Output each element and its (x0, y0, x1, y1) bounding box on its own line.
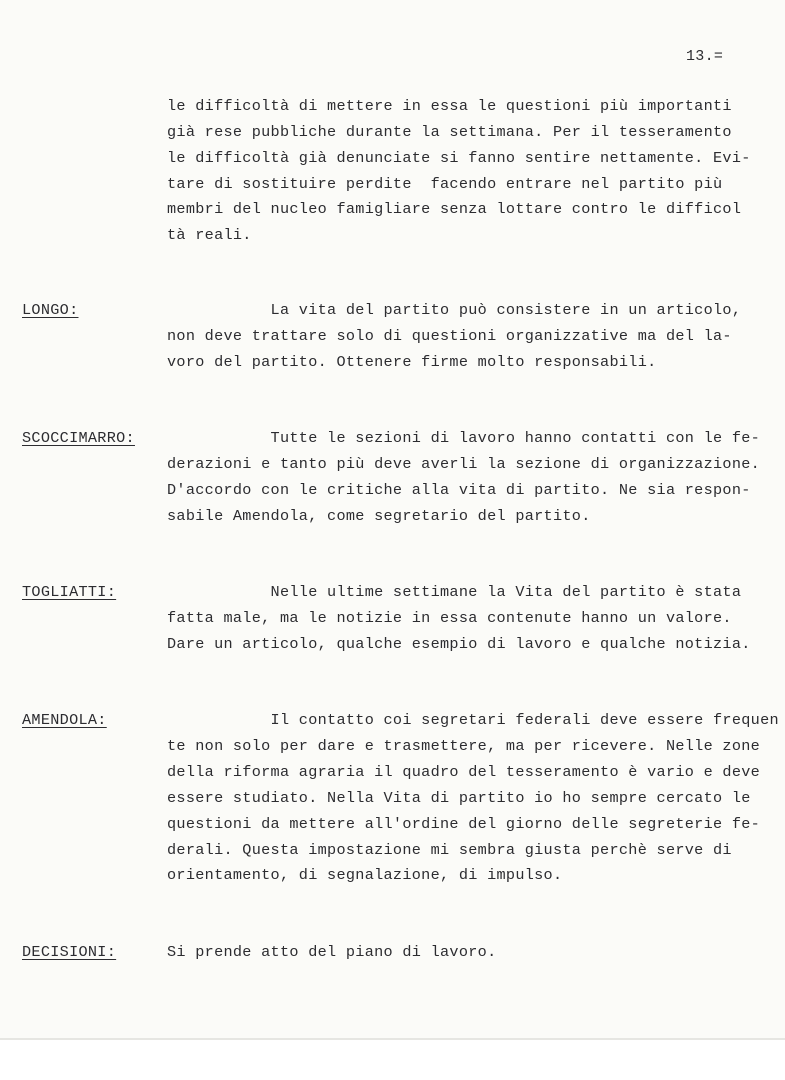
speech-line: derali. Questa impostazione mi sembra giusta perchè serve di (167, 841, 732, 859)
speaker-label-togliatti: TOGLIATTI: (22, 583, 117, 601)
speech-line: orientamento, di segnalazione, di impulso. (167, 866, 563, 884)
page-number: 13.= (686, 48, 724, 65)
speech-line: della riforma agraria il quadro del tesseramento è vario e deve (167, 763, 761, 781)
speech-line: sabile Amendola, come segretario del partito. (167, 507, 591, 525)
speech-line: Il contatto coi segretari federali deve essere frequen (167, 711, 779, 729)
speech-line: derazioni e tanto più deve averli la sezione di organizzazione. (167, 455, 761, 473)
speech-line: questioni da mettere all'ordine del giorno delle segreterie fe- (167, 815, 761, 833)
intro-line: membri del nucleo famigliare senza lottare contro le difficol (167, 200, 742, 218)
speech-line: fatta male, ma le notizie in essa contenute hanno un valore. (167, 609, 732, 627)
intro-line: le difficoltà di mettere in essa le questioni più importanti (167, 97, 732, 115)
speaker-label-longo: LONGO: (22, 301, 79, 319)
speech-line: Dare un articolo, qualche esempio di lavoro e qualche notizia. (167, 635, 751, 653)
intro-line: tare di sostituire perdite facendo entrare nel partito più (167, 175, 723, 193)
intro-line: tà reali. (167, 226, 252, 244)
speech-line: essere studiato. Nella Vita di partito io ho sempre cercato le (167, 789, 751, 807)
speech-line: Tutte le sezioni di lavoro hanno contatti con le fe- (167, 429, 761, 447)
speech-line: non deve trattare solo di questioni organizzative ma del la- (167, 327, 732, 345)
speech-line: te non solo per dare e trasmettere, ma per ricevere. Nelle zone (167, 737, 761, 755)
speech-line: La vita del partito può consistere in un articolo, (167, 301, 742, 319)
speech-line: D'accordo con le critiche alla vita di partito. Ne sia respon- (167, 481, 751, 499)
speech-line: Nelle ultime settimane la Vita del partito è stata (167, 583, 742, 601)
speech-line: Si prende atto del piano di lavoro. (167, 943, 497, 961)
intro-line: già rese pubbliche durante la settimana. Per il tesseramento (167, 123, 732, 141)
intro-line: le difficoltà già denunciate si fanno sentire nettamente. Evi- (167, 149, 751, 167)
speaker-label-amendola: AMENDOLA: (22, 711, 107, 729)
speaker-label-decisioni: DECISIONI: (22, 943, 117, 961)
speaker-label-scoccimarro: SCOCCIMARRO: (22, 429, 135, 447)
speech-line: voro del partito. Ottenere firme molto responsabili. (167, 353, 657, 371)
